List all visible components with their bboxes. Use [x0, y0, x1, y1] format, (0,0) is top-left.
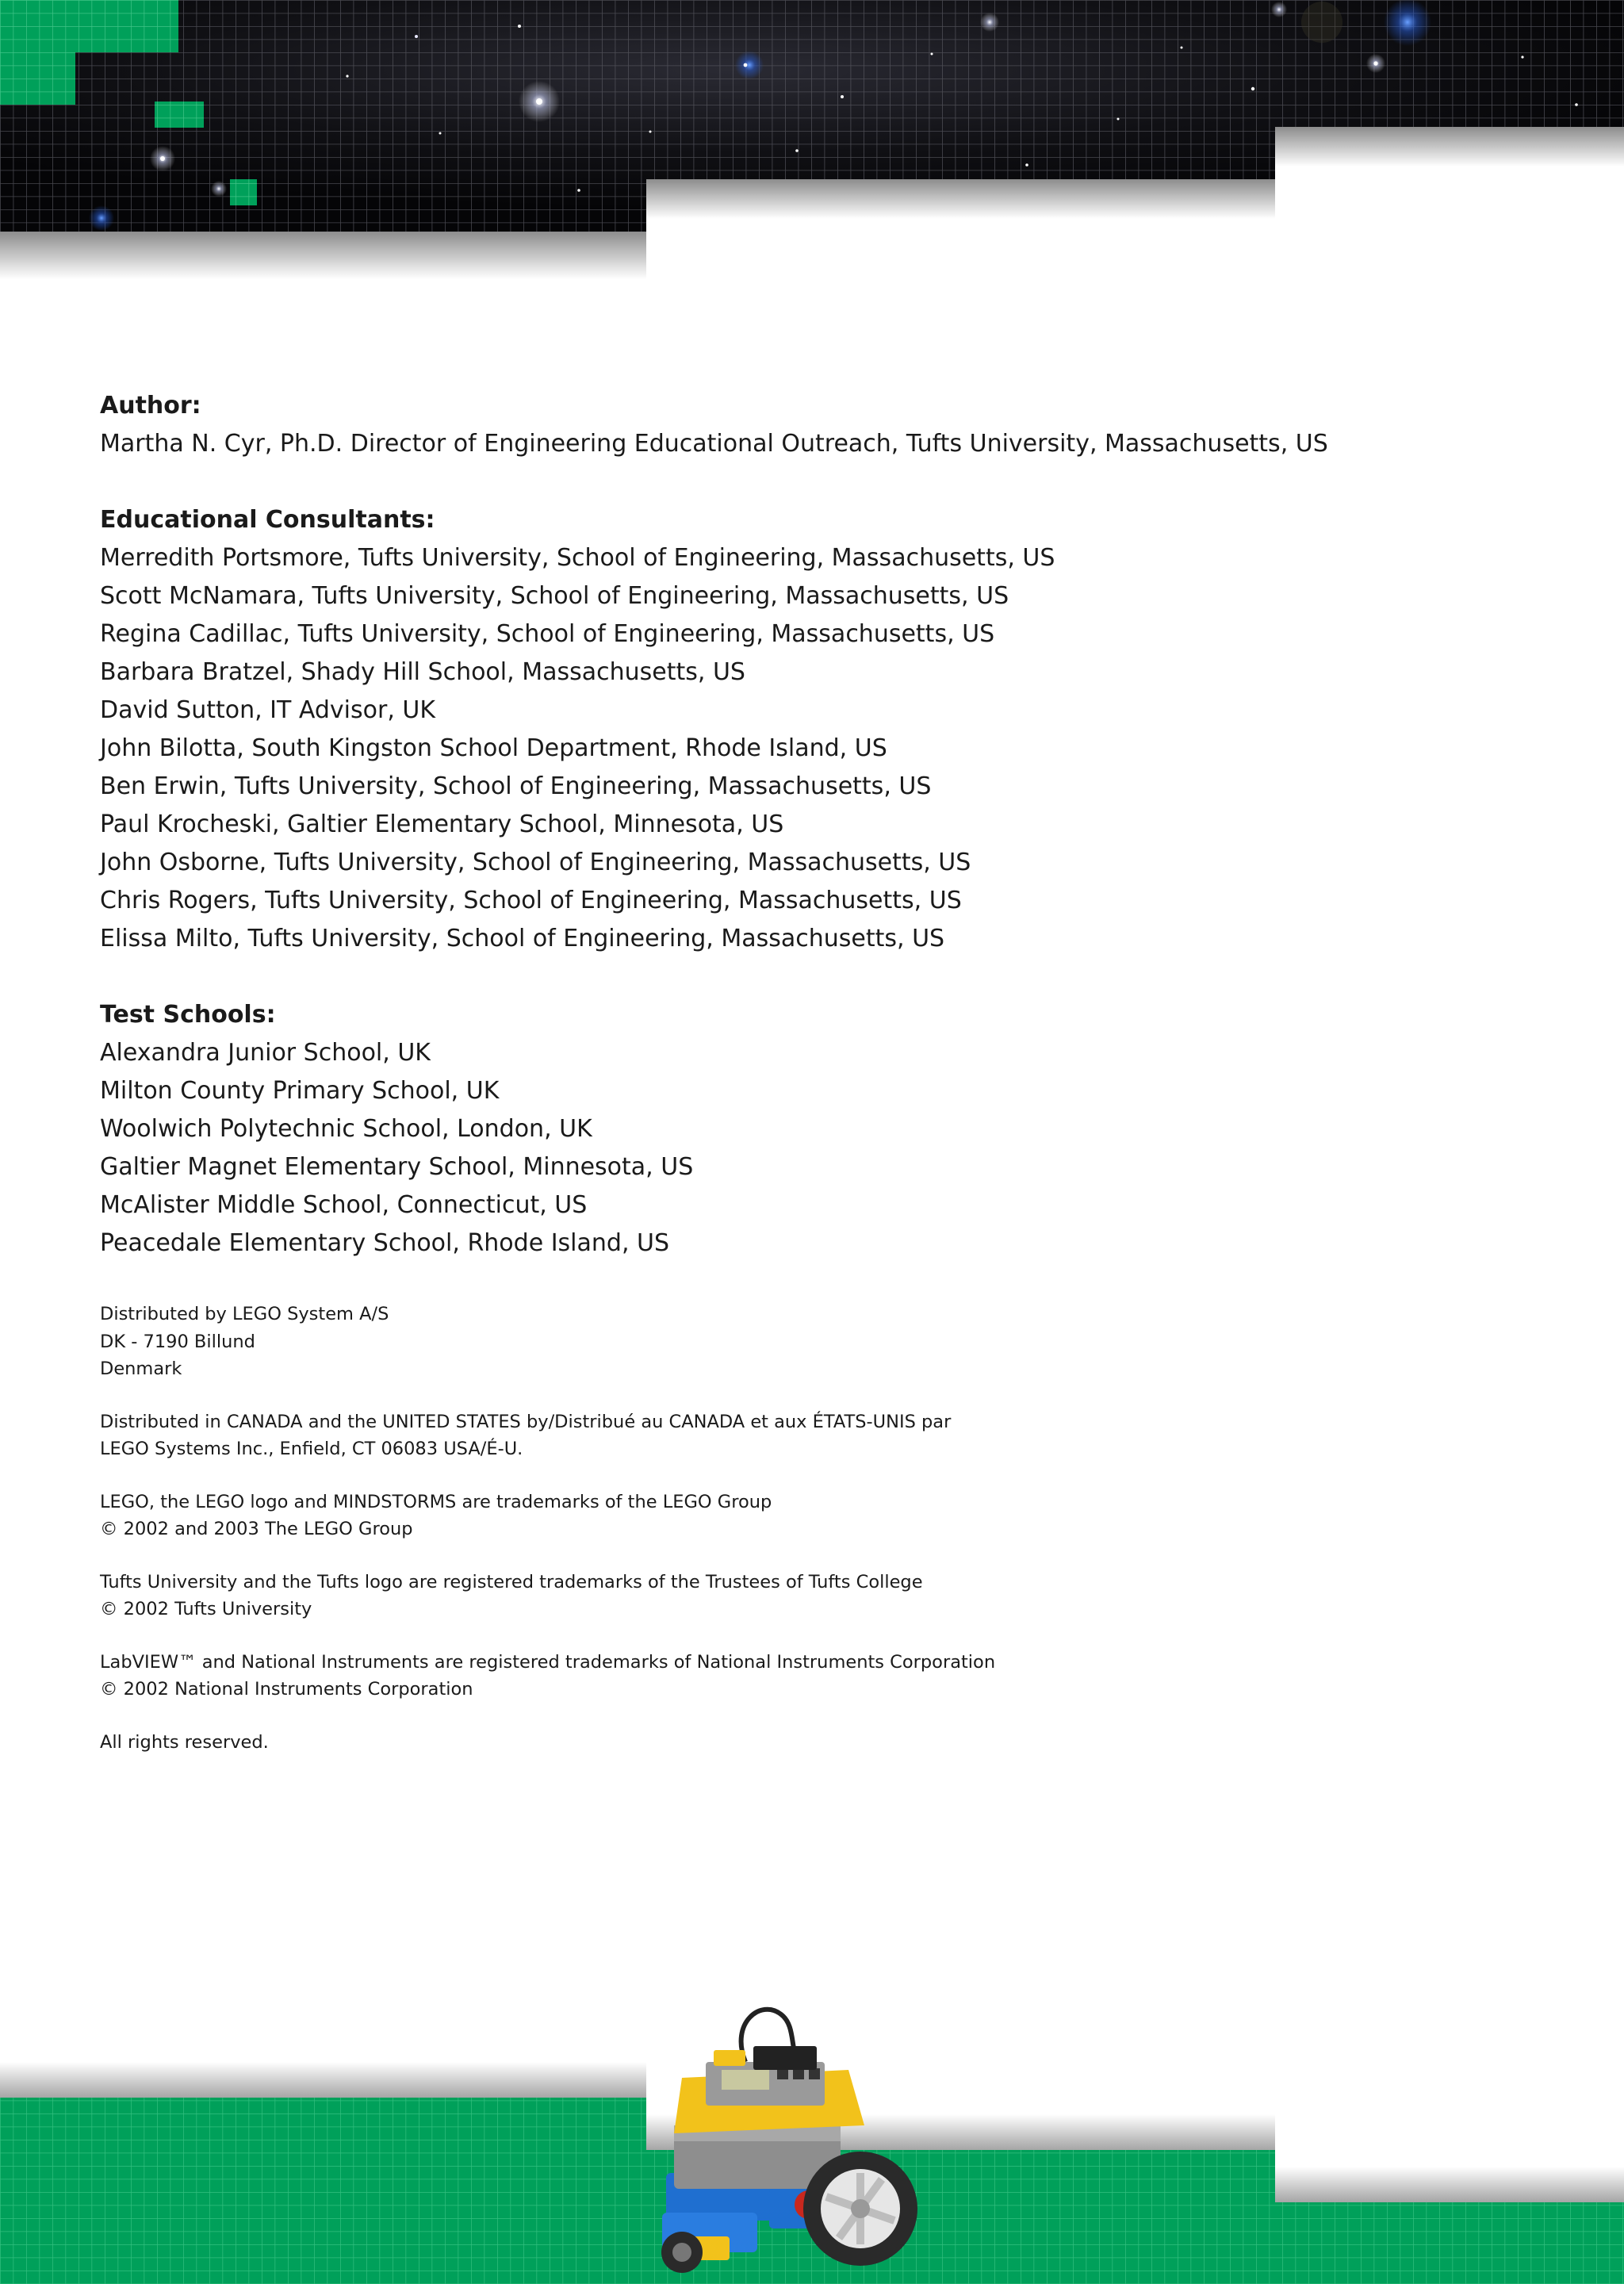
consultant-entry: Merredith Portsmore, Tufts University, School of Engineering, Massachusetts, US	[100, 544, 1055, 572]
distributor-block	[100, 1301, 1527, 1383]
consultant-entry: John Osborne, Tufts University, School of Engineering, Massachusetts, US	[100, 849, 971, 876]
lego-trademark-block	[100, 1489, 1527, 1543]
test-school-entry: McAlister Middle School, Connecticut, US	[100, 1191, 588, 1219]
header-starfield-banner	[0, 0, 1624, 301]
fine-print-line: © 2002 National Instruments Corporation	[100, 1679, 473, 1700]
consultant-entry: John Bilotta, South Kingston School Department, Rhode Island, US	[100, 734, 887, 762]
consultant-entry: Barbara Bratzel, Shady Hill School, Massachusetts, US	[100, 658, 745, 686]
test-school-entry: Alexandra Junior School, UK	[100, 1039, 431, 1067]
consultants-section	[100, 501, 1527, 958]
ni-trademark-block	[100, 1649, 1527, 1703]
tufts-trademark-block	[100, 1569, 1527, 1623]
fine-print-line: Distributed in CANADA and the UNITED STATES by/Distribué au CANADA et aux ÉTATS-UNIS par	[100, 1411, 952, 1432]
consultant-entry: Regina Cadillac, Tufts University, School of Engineering, Massachusetts, US	[100, 620, 995, 648]
footer-green-banner	[0, 1983, 1624, 2284]
fine-print-line: © 2002 Tufts University	[100, 1599, 312, 1619]
fine-print-line: LabVIEW™ and National Instruments are registered trademarks of National Instruments Corporation	[100, 1651, 996, 1673]
fine-print-line: Denmark	[100, 1359, 182, 1379]
fine-print-line: LEGO Systems Inc., Enfield, CT 06083 USA/É-U.	[100, 1439, 523, 1459]
consultants-heading: Educational Consultants:	[100, 506, 435, 534]
consultant-entry: Chris Rogers, Tufts University, School of Engineering, Massachusetts, US	[100, 887, 962, 914]
fine-print-line: DK - 7190 Billund	[100, 1331, 255, 1352]
author-heading: Author:	[100, 392, 201, 420]
credits-content	[100, 387, 1527, 1781]
fine-print-line: Tufts University and the Tufts logo are registered trademarks of the Trustees of Tufts College	[100, 1571, 923, 1592]
test-schools-heading: Test Schools:	[100, 1001, 276, 1029]
consultant-entry: Paul Krocheski, Galtier Elementary School, Minnesota, US	[100, 811, 784, 838]
fine-print-line: Distributed by LEGO System A/S	[100, 1304, 389, 1324]
author-entry: Martha N. Cyr, Ph.D. Director of Engineering Educational Outreach, Tufts University, Massachusetts, US	[100, 430, 1328, 458]
fine-print-line: All rights reserved.	[100, 1731, 269, 1753]
consultant-entry: Elissa Milto, Tufts University, School of Engineering, Massachusetts, US	[100, 925, 945, 952]
north-america-distributor-block	[100, 1408, 1527, 1463]
consultant-entry: Scott McNamara, Tufts University, School of Engineering, Massachusetts, US	[100, 582, 1009, 610]
test-school-entry: Woolwich Polytechnic School, London, UK	[100, 1115, 592, 1143]
test-school-entry: Milton County Primary School, UK	[100, 1077, 500, 1105]
consultant-entry: Ben Erwin, Tufts University, School of Engineering, Massachusetts, US	[100, 772, 932, 800]
consultant-entry: David Sutton, IT Advisor, UK	[100, 696, 436, 724]
test-schools-section	[100, 996, 1527, 1263]
author-section	[100, 387, 1527, 463]
test-school-entry: Peacedale Elementary School, Rhode Island, US	[100, 1229, 670, 1257]
test-school-entry: Galtier Magnet Elementary School, Minnesota, US	[100, 1153, 694, 1181]
fine-print-line: © 2002 and 2003 The LEGO Group	[100, 1519, 413, 1539]
rights-block	[100, 1729, 1527, 1757]
fine-print-line: LEGO, the LEGO logo and MINDSTORMS are trademarks of the LEGO Group	[100, 1491, 772, 1512]
legal-fine-print	[100, 1301, 1527, 1756]
